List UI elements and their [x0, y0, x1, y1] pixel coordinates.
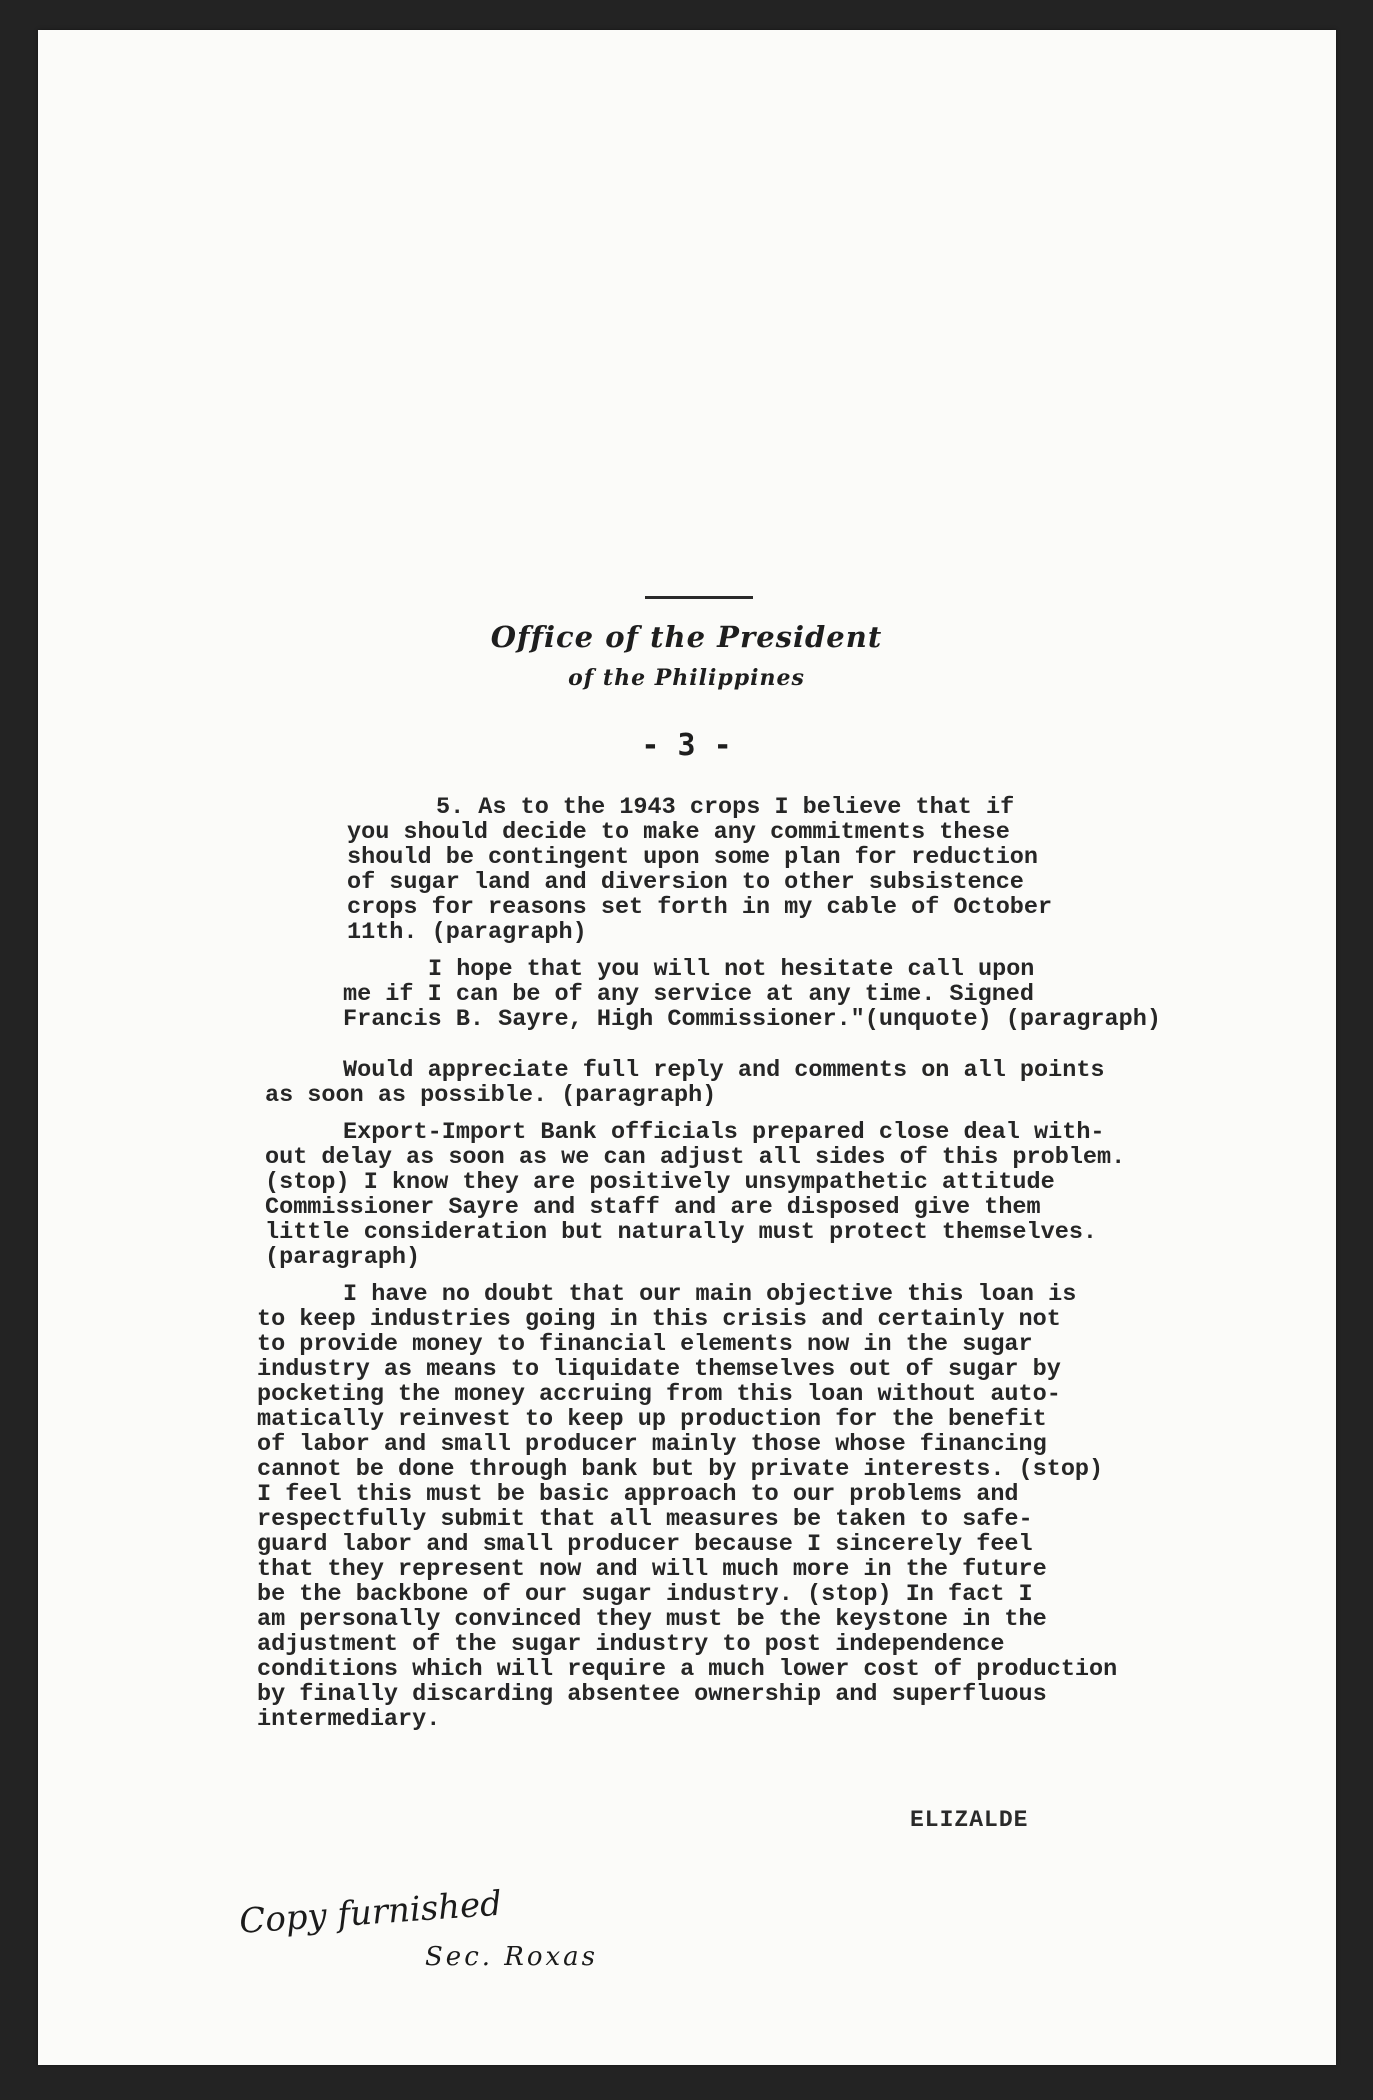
body-line: intermediary.: [257, 1706, 441, 1733]
body-line: Would appreciate full reply and comments on all points: [343, 1057, 1105, 1084]
body-line: (stop) I know they are positively unsympathetic attitude: [265, 1169, 1055, 1196]
body-line: by finally discarding absentee ownership and superfluous: [257, 1681, 1047, 1708]
letterhead-subtitle: of the Philippines: [568, 665, 805, 691]
body-line: (paragraph): [265, 1244, 421, 1271]
body-line: conditions which will require a much lower cost of production: [257, 1656, 1118, 1683]
body-line: crops for reasons set forth in my cable of October: [347, 894, 1053, 921]
body-line: be the backbone of our sugar industry. (stop) In fact I: [257, 1581, 1033, 1608]
body-line: Export-Import Bank officials prepared close deal with-: [343, 1119, 1105, 1146]
body-line: cannot be done through bank but by private interests. (stop): [257, 1456, 1104, 1483]
body-line: you should decide to make any commitments these: [347, 819, 1010, 846]
body-line: as soon as possible. (paragraph): [265, 1082, 717, 1109]
document-page: [38, 30, 1336, 2065]
letterhead-rule: [645, 596, 753, 599]
body-line: respectfully submit that all measures be taken to safe-: [257, 1506, 1033, 1533]
body-line: matically reinvest to keep up production for the benefit: [257, 1406, 1047, 1433]
body-line: am personally convinced they must be the keystone in the: [257, 1606, 1047, 1633]
body-line: that they represent now and will much more in the future: [257, 1556, 1047, 1583]
body-line: 11th. (paragraph): [347, 919, 587, 946]
body-line: to keep industries going in this crisis and certainly not: [257, 1306, 1061, 1333]
body-line: of labor and small producer mainly those whose financing: [257, 1431, 1047, 1458]
body-line: out delay as soon as we can adjust all sides of this problem.: [265, 1144, 1126, 1171]
letterhead-title: Office of the President: [490, 620, 883, 654]
body-line: of sugar land and diversion to other subsistence: [347, 869, 1024, 896]
signature: ELIZALDE: [910, 1807, 1029, 1833]
body-line: should be contingent upon some plan for reduction: [347, 844, 1039, 871]
handwritten-note-line2: Sec. Roxas: [425, 1942, 599, 1972]
body-line: pocketing the money accruing from this loan without auto-: [257, 1381, 1061, 1408]
handwritten-note-line1: Copy furnished: [238, 1883, 504, 1942]
page-number: - 3 -: [641, 728, 732, 763]
body-line: Francis B. Sayre, High Commissioner."(unquote) (paragraph): [343, 1006, 1161, 1033]
body-line: I have no doubt that our main objective this loan is: [343, 1281, 1077, 1308]
body-line: Commissioner Sayre and staff and are disposed give them: [265, 1194, 1041, 1221]
body-line: adjustment of the sugar industry to post independence: [257, 1631, 1005, 1658]
body-line: I feel this must be basic approach to our problems and: [257, 1481, 1019, 1508]
body-line: to provide money to financial elements now in the sugar: [257, 1331, 1033, 1358]
body-line: little consideration but naturally must protect themselves.: [265, 1219, 1098, 1246]
body-line: industry as means to liquidate themselves out of sugar by: [257, 1356, 1061, 1383]
body-line: 5. As to the 1943 crops I believe that if: [436, 794, 1015, 821]
body-line: I hope that you will not hesitate call upon: [428, 956, 1035, 983]
body-line: me if I can be of any service at any time. Signed: [343, 981, 1035, 1008]
body-line: guard labor and small producer because I sincerely feel: [257, 1531, 1033, 1558]
